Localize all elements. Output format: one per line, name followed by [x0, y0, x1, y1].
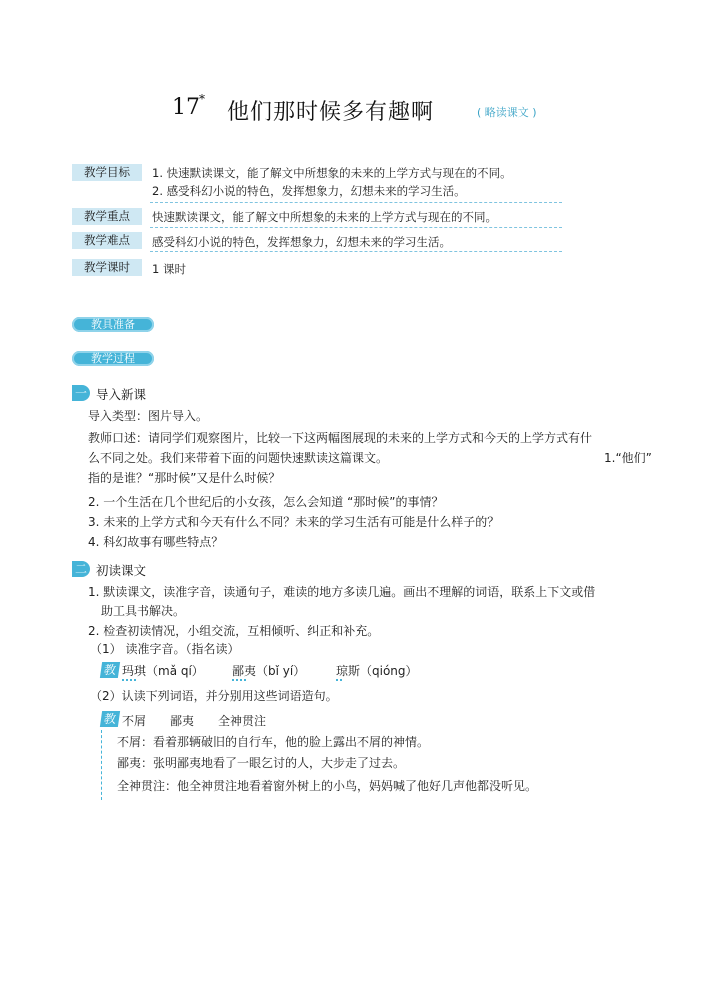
step-1-question-1-tail: 指的是谁？“那时候”又是什么时候？ [88, 471, 281, 485]
step-1-question-4: 4. 科幻故事有哪些特点？ [88, 535, 224, 549]
divider [150, 251, 562, 252]
teach-mark: 教 [100, 662, 120, 678]
hours-label: 教学课时 [72, 259, 142, 276]
pinyin-word-3: 琼斯（qióng） [336, 664, 418, 678]
step-2-sub-2: （2）认读下列词语，并分别用这些词语造句。 [90, 689, 338, 703]
goal-item-1: 1. 快速默读课文，能了解文中所想象的未来的上学方式与现在的不同。 [152, 166, 512, 180]
lesson-type-tag: ( 略读课文 ) [477, 106, 537, 119]
hours-text: 1 课时 [152, 262, 186, 276]
emphasis-dots [232, 679, 246, 684]
vocab-word-2: 鄙夷 [170, 714, 195, 728]
step-1-title: 导入新课 [96, 387, 147, 402]
divider [150, 227, 562, 228]
difficulty-label: 教学难点 [72, 232, 142, 249]
lesson-number: 17 [172, 95, 200, 120]
pinyin-word-2: 鄙夷（bǐ yí） [232, 664, 306, 678]
section-prep: 教具准备 [72, 317, 154, 332]
step-2-badge: 二 [72, 561, 90, 577]
goal-label: 教学目标 [72, 164, 142, 181]
emphasis-dots [122, 679, 136, 684]
focus-text: 快速默读课文，能了解文中所想象的未来的上学方式与现在的不同。 [152, 210, 497, 224]
step-1-speech-line-2: 么不同之处。我们来带着下面的问题快速默读这篇课文。 [88, 451, 389, 465]
step-1-speech-line-1: 教师口述：请同学们观察图片，比较一下这两幅图展现的未来的上学方式和今天的上学方式有什 [88, 431, 593, 445]
step-2-para-2: 2. 检查初读情况，小组交流，互相倾听、纠正和补充。 [88, 624, 380, 638]
difficulty-text: 感受科幻小说的特色，发挥想象力，幻想未来的学习生活。 [152, 235, 451, 249]
step-2-para-1-line-1: 1. 默读课文，读准字音，读通句子，难读的地方多读几遍。画出不理解的词语，联系上下文或借 [88, 585, 596, 599]
divider [150, 202, 562, 203]
quote-bar [101, 730, 102, 800]
goal-item-2: 2. 感受科幻小说的特色，发挥想象力，幻想未来的学习生活。 [152, 184, 466, 198]
page-title: 他们那时候多有趣啊 [227, 100, 435, 125]
step-1-question-3: 3. 未来的上学方式和今天有什么不同？未来的学习生活有可能是什么样子的？ [88, 515, 500, 529]
vocab-word-3: 全神贯注 [218, 714, 267, 728]
teach-mark: 教 [100, 711, 120, 727]
step-1-question-1-head: 1.“他们” [604, 451, 652, 465]
step-2-title: 初读课文 [96, 563, 147, 578]
example-sentence-1: 不屑：看着那辆破旧的自行车，他的脸上露出不屑的神情。 [117, 735, 430, 749]
focus-label: 教学重点 [72, 208, 142, 225]
section-process: 教学过程 [72, 351, 154, 366]
step-1-badge: 一 [72, 385, 90, 401]
example-sentence-3: 全神贯注：他全神贯注地看着窗外树上的小鸟，妈妈喊了他好几声他都没听见。 [117, 779, 538, 793]
lesson-star: * [199, 92, 205, 106]
pinyin-word-1: 玛琪（mǎ qí） [122, 664, 204, 678]
step-1-type: 导入类型：图片导入。 [88, 409, 209, 423]
step-2-para-1-line-2: 助工具书解决。 [101, 604, 186, 618]
vocab-word-1: 不屑 [122, 714, 147, 728]
example-sentence-2: 鄙夷：张明鄙夷地看了一眼乞讨的人，大步走了过去。 [117, 756, 406, 770]
step-2-sub-1: （1） 读准字音。（指名读） [90, 642, 240, 656]
emphasis-dots [336, 679, 342, 684]
step-1-question-2: 2. 一个生活在几个世纪后的小女孩，怎么会知道 “那时候”的事情？ [88, 495, 444, 509]
